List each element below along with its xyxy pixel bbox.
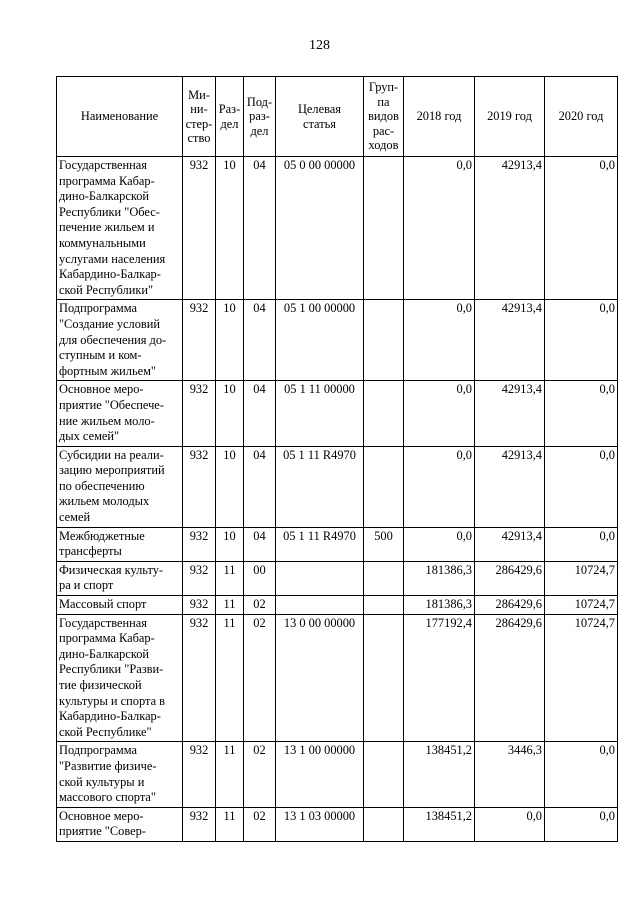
page-number: 128 [309,38,330,53]
cell-ministry: 932 [183,742,216,807]
cell-2020: 0,0 [545,300,618,381]
cell-ministry: 932 [183,446,216,527]
cell-expense-group [364,807,404,841]
cell-2018: 0,0 [404,300,475,381]
table-row [57,807,618,841]
cell-name: Основное меро- приятие "Совер- [57,807,183,841]
cell-expense-group [364,300,404,381]
cell-name: Массовый спорт [57,596,183,615]
cell-ministry: 932 [183,527,216,561]
cell-subsection: 02 [244,596,276,615]
cell-2019: 0,0 [475,807,545,841]
cell-2020: 0,0 [545,157,618,300]
table-body [57,157,618,842]
cell-2019: 3446,3 [475,742,545,807]
cell-ministry: 932 [183,807,216,841]
cell-2019: 42913,4 [475,381,545,446]
header-2020: 2020 год [545,77,618,157]
cell-target: 05 1 00 00000 [276,300,364,381]
cell-name: Государственная программа Кабар- дино-Балкарской Республики "Обес- печение жильем и коммунальными услугами населения Кабардино-Балкар- ской Республики" [57,157,183,300]
table-row [57,446,618,527]
cell-section: 11 [216,807,244,841]
cell-expense-group: 500 [364,527,404,561]
cell-section: 10 [216,157,244,300]
cell-target [276,561,364,595]
header-target: Целевая статья [276,77,364,157]
header-section: Раз- дел [216,77,244,157]
cell-name: Государственная программа Кабар- дино-Балкарской Республики "Разви- тие физической культуры и спорта в Кабардино-Балкар- ской Республике" [57,614,183,742]
table-row [57,561,618,595]
cell-name: Основное меро- приятие "Обеспече- ние жильем моло- дых семей" [57,381,183,446]
header-row [57,77,618,157]
cell-2018: 177192,4 [404,614,475,742]
cell-target: 13 1 00 00000 [276,742,364,807]
cell-2019: 286429,6 [475,596,545,615]
cell-expense-group [364,596,404,615]
cell-expense-group [364,446,404,527]
cell-target [276,596,364,615]
cell-subsection: 02 [244,742,276,807]
cell-2020: 0,0 [545,807,618,841]
header-ministry: Ми- ни- стер- ство [183,77,216,157]
table-row [57,596,618,615]
table-row [57,300,618,381]
cell-name: Субсидии на реали- зацию мероприятий по обеспечению жильем молодых семей [57,446,183,527]
cell-2019: 42913,4 [475,446,545,527]
cell-section: 10 [216,446,244,527]
cell-2018: 138451,2 [404,807,475,841]
cell-2020: 0,0 [545,527,618,561]
cell-ministry: 932 [183,561,216,595]
header-name: Наименование [57,77,183,157]
table-row [57,614,618,742]
cell-2018: 0,0 [404,446,475,527]
cell-2020: 10724,7 [545,614,618,742]
cell-ministry: 932 [183,596,216,615]
cell-target: 13 1 03 00000 [276,807,364,841]
cell-expense-group [364,561,404,595]
cell-target: 05 0 00 00000 [276,157,364,300]
cell-name: Физическая культу- ра и спорт [57,561,183,595]
cell-2019: 42913,4 [475,157,545,300]
cell-subsection: 00 [244,561,276,595]
cell-2018: 0,0 [404,381,475,446]
cell-target: 13 0 00 00000 [276,614,364,742]
cell-subsection: 02 [244,614,276,742]
cell-2019: 286429,6 [475,614,545,742]
cell-name: Подпрограмма "Развитие физиче- ской культуры и массового спорта" [57,742,183,807]
cell-2018: 181386,3 [404,596,475,615]
cell-2018: 0,0 [404,527,475,561]
header-expense-group: Груп- па видов рас- ходов [364,77,404,157]
cell-ministry: 932 [183,614,216,742]
cell-expense-group [364,157,404,300]
cell-section: 10 [216,527,244,561]
cell-expense-group [364,381,404,446]
cell-2018: 0,0 [404,157,475,300]
cell-2019: 42913,4 [475,527,545,561]
cell-section: 10 [216,381,244,446]
cell-name: Межбюджетные трансферты [57,527,183,561]
cell-subsection: 02 [244,807,276,841]
cell-subsection: 04 [244,157,276,300]
cell-2019: 286429,6 [475,561,545,595]
budget-table [56,76,618,842]
cell-2018: 138451,2 [404,742,475,807]
cell-target: 05 1 11 R4970 [276,446,364,527]
cell-subsection: 04 [244,300,276,381]
table-row [57,527,618,561]
cell-ministry: 932 [183,300,216,381]
cell-ministry: 932 [183,381,216,446]
cell-2020: 0,0 [545,742,618,807]
cell-section: 11 [216,596,244,615]
table-row [57,157,618,300]
header-2019: 2019 год [475,77,545,157]
cell-expense-group [364,614,404,742]
header-2018: 2018 год [404,77,475,157]
cell-subsection: 04 [244,381,276,446]
cell-2020: 0,0 [545,381,618,446]
cell-section: 11 [216,614,244,742]
cell-subsection: 04 [244,446,276,527]
cell-name: Подпрограмма "Создание условий для обеспечения до- ступным и ком- фортным жильем" [57,300,183,381]
cell-section: 11 [216,561,244,595]
cell-subsection: 04 [244,527,276,561]
cell-target: 05 1 11 R4970 [276,527,364,561]
cell-target: 05 1 11 00000 [276,381,364,446]
cell-2020: 0,0 [545,446,618,527]
table-row [57,381,618,446]
cell-2020: 10724,7 [545,596,618,615]
cell-ministry: 932 [183,157,216,300]
cell-2020: 10724,7 [545,561,618,595]
header-subsection: Под- раз- дел [244,77,276,157]
cell-section: 11 [216,742,244,807]
cell-section: 10 [216,300,244,381]
cell-expense-group [364,742,404,807]
cell-2019: 42913,4 [475,300,545,381]
table-row [57,742,618,807]
cell-2018: 181386,3 [404,561,475,595]
